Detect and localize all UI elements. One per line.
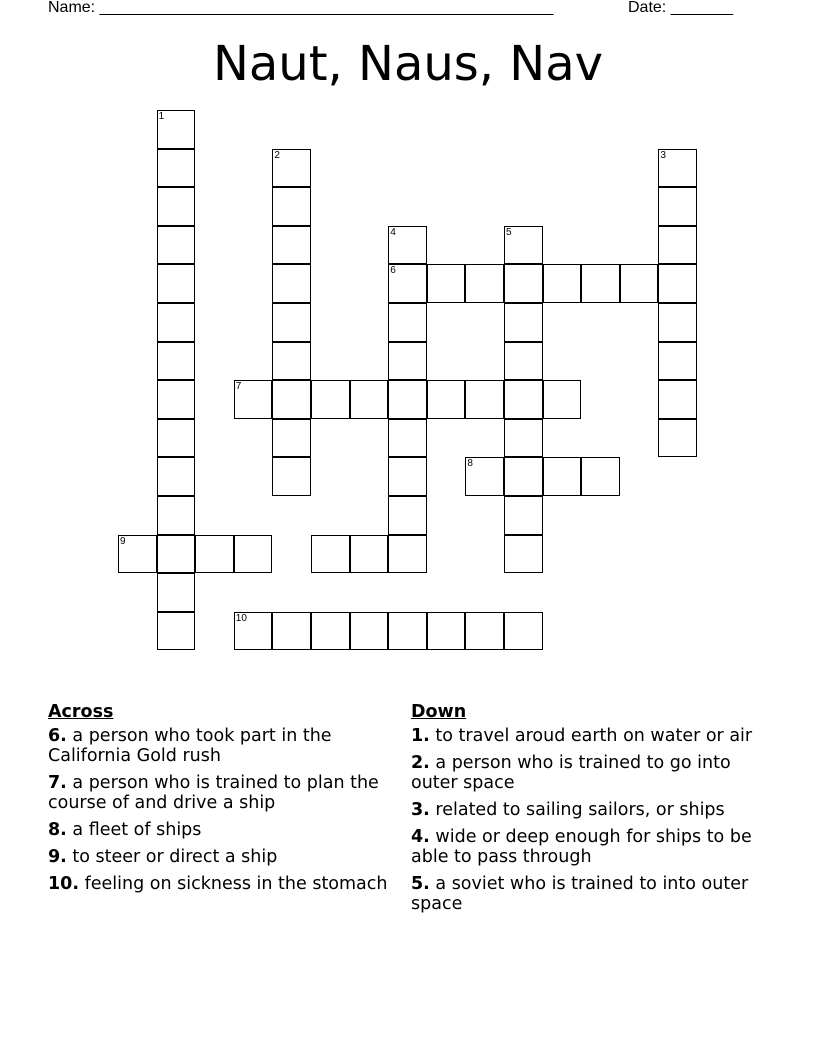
crossword-cell[interactable] (234, 535, 273, 574)
cell-number: 3 (660, 149, 666, 161)
crossword-cell[interactable] (272, 380, 311, 419)
crossword-cell[interactable] (388, 419, 427, 458)
crossword-cell[interactable] (465, 380, 504, 419)
crossword-cell[interactable] (504, 612, 543, 651)
down-clues (411, 702, 761, 921)
crossword-cell[interactable] (388, 380, 427, 419)
crossword-cell[interactable] (543, 264, 582, 303)
crossword-cell[interactable] (311, 535, 350, 574)
crossword-cell[interactable] (311, 380, 350, 419)
crossword-cell[interactable] (504, 380, 543, 419)
cell-number: 7 (235, 381, 242, 393)
clue-text: a person who took part in the California Gold rush (48, 726, 332, 766)
clue-across-10 (48, 874, 393, 894)
crossword-cell[interactable] (157, 264, 196, 303)
clue-text: related to sailing sailors, or ships (435, 800, 725, 820)
crossword-cell[interactable] (388, 342, 427, 381)
clue-text: wide or deep enough for ships to be able to pass through (411, 827, 752, 867)
crossword-cell[interactable] (658, 303, 697, 342)
crossword-cell[interactable] (157, 419, 196, 458)
clue-down-4 (411, 827, 761, 867)
crossword-cell[interactable] (504, 303, 543, 342)
crossword-cell[interactable] (658, 380, 697, 419)
clue-down-1 (411, 726, 761, 746)
crossword-cell[interactable] (427, 612, 466, 651)
name-field-label: Name: ___________________________________________________ (48, 0, 554, 16)
clue-number: 10. (48, 874, 80, 894)
clue-number: 1. (411, 726, 430, 746)
clue-across-6 (48, 726, 393, 766)
crossword-cell[interactable] (465, 612, 504, 651)
clue-text: a person who is trained to go into outer space (411, 753, 731, 793)
crossword-cell[interactable] (350, 612, 389, 651)
clue-number: 7. (48, 773, 67, 793)
crossword-cell[interactable] (272, 457, 311, 496)
crossword-cell[interactable] (581, 264, 620, 303)
down-heading: Down (411, 702, 467, 722)
crossword-cell[interactable] (620, 264, 659, 303)
clue-text: feeling on sickness in the stomach (84, 874, 388, 894)
crossword-cell[interactable] (157, 149, 196, 188)
clue-number: 5. (411, 874, 430, 894)
crossword-cell[interactable] (388, 264, 427, 303)
across-clues (48, 702, 393, 901)
crossword-cell[interactable] (350, 380, 389, 419)
crossword-cell[interactable] (157, 226, 196, 265)
cell-number: 5 (506, 226, 512, 238)
clue-down-3 (411, 800, 761, 820)
crossword-cell[interactable] (157, 342, 196, 381)
clue-text: to steer or direct a ship (72, 847, 278, 867)
cell-number: 6 (390, 265, 396, 277)
crossword-cell[interactable] (272, 419, 311, 458)
crossword-cell[interactable] (272, 264, 311, 303)
crossword-cell[interactable] (157, 380, 196, 419)
cell-number: 2 (274, 149, 280, 161)
crossword-cell[interactable] (504, 342, 543, 381)
crossword-cell[interactable] (658, 419, 697, 458)
clue-across-9 (48, 847, 393, 867)
crossword-cell[interactable] (272, 303, 311, 342)
crossword-cell[interactable] (388, 303, 427, 342)
cell-number: 1 (158, 111, 165, 122)
crossword-cell[interactable] (388, 496, 427, 535)
crossword-cell[interactable] (465, 264, 504, 303)
crossword-cell[interactable] (543, 457, 582, 496)
crossword-cell[interactable] (311, 612, 350, 651)
crossword-cell[interactable] (504, 264, 543, 303)
across-heading: Across (48, 702, 114, 722)
clue-number: 3. (411, 800, 430, 820)
crossword-cell[interactable] (427, 264, 466, 303)
crossword-cell[interactable] (658, 149, 697, 188)
crossword-cell[interactable] (504, 535, 543, 574)
cell-number: 8 (467, 458, 473, 470)
crossword-cell[interactable] (234, 380, 273, 419)
date-field-label: Date: _______ (628, 0, 733, 16)
crossword-cell[interactable] (581, 457, 620, 496)
clue-number: 9. (48, 847, 67, 867)
crossword-cell[interactable] (234, 612, 273, 651)
clue-text: a soviet who is trained to into outer space (411, 874, 749, 914)
crossword-cell[interactable] (157, 457, 196, 496)
crossword-cell[interactable] (427, 380, 466, 419)
clue-number: 8. (48, 820, 67, 840)
crossword-cell[interactable] (543, 380, 582, 419)
crossword-cell[interactable] (272, 342, 311, 381)
crossword-cell[interactable] (388, 535, 427, 574)
crossword-cell[interactable] (157, 612, 196, 651)
clue-across-7 (48, 773, 393, 813)
clue-across-8 (48, 820, 393, 840)
crossword-cell[interactable] (157, 303, 196, 342)
crossword-cell[interactable] (504, 419, 543, 458)
crossword-cell[interactable] (350, 535, 389, 574)
crossword-cell[interactable] (157, 535, 196, 574)
crossword-cell[interactable] (272, 149, 311, 188)
clue-down-5 (411, 874, 761, 914)
crossword-cell[interactable] (157, 496, 196, 535)
crossword-cell[interactable] (272, 187, 311, 226)
crossword-cell[interactable] (118, 535, 157, 574)
clue-number: 4. (411, 827, 430, 847)
page-title: Naut, Naus, Nav (212, 36, 604, 92)
clue-number: 6. (48, 726, 67, 746)
clue-number: 2. (411, 753, 430, 773)
crossword-cell[interactable] (272, 226, 311, 265)
cell-number: 10 (235, 612, 247, 624)
clue-text: a person who is trained to plan the course of and drive a ship (48, 773, 379, 813)
crossword-cell[interactable] (465, 457, 504, 496)
crossword-cell[interactable] (504, 457, 543, 496)
crossword-cell[interactable] (272, 612, 311, 651)
clue-text: a fleet of ships (72, 820, 202, 840)
crossword-cell[interactable] (658, 264, 697, 303)
crossword-cell[interactable] (658, 342, 697, 381)
crossword-cell[interactable] (658, 187, 697, 226)
crossword-cell[interactable] (195, 535, 234, 574)
crossword-cell[interactable] (157, 187, 196, 226)
crossword-cell[interactable] (388, 612, 427, 651)
crossword-cell[interactable] (504, 226, 543, 265)
crossword-cell[interactable] (157, 573, 196, 612)
crossword-cell[interactable] (388, 457, 427, 496)
clue-text: to travel aroud earth on water or air (435, 726, 753, 746)
crossword-cell[interactable] (157, 110, 196, 149)
crossword-cell[interactable] (388, 226, 427, 265)
clue-down-2 (411, 753, 761, 793)
cell-number: 4 (390, 226, 396, 238)
cell-number: 9 (120, 535, 126, 547)
crossword-cell[interactable] (658, 226, 697, 265)
crossword-cell[interactable] (504, 496, 543, 535)
